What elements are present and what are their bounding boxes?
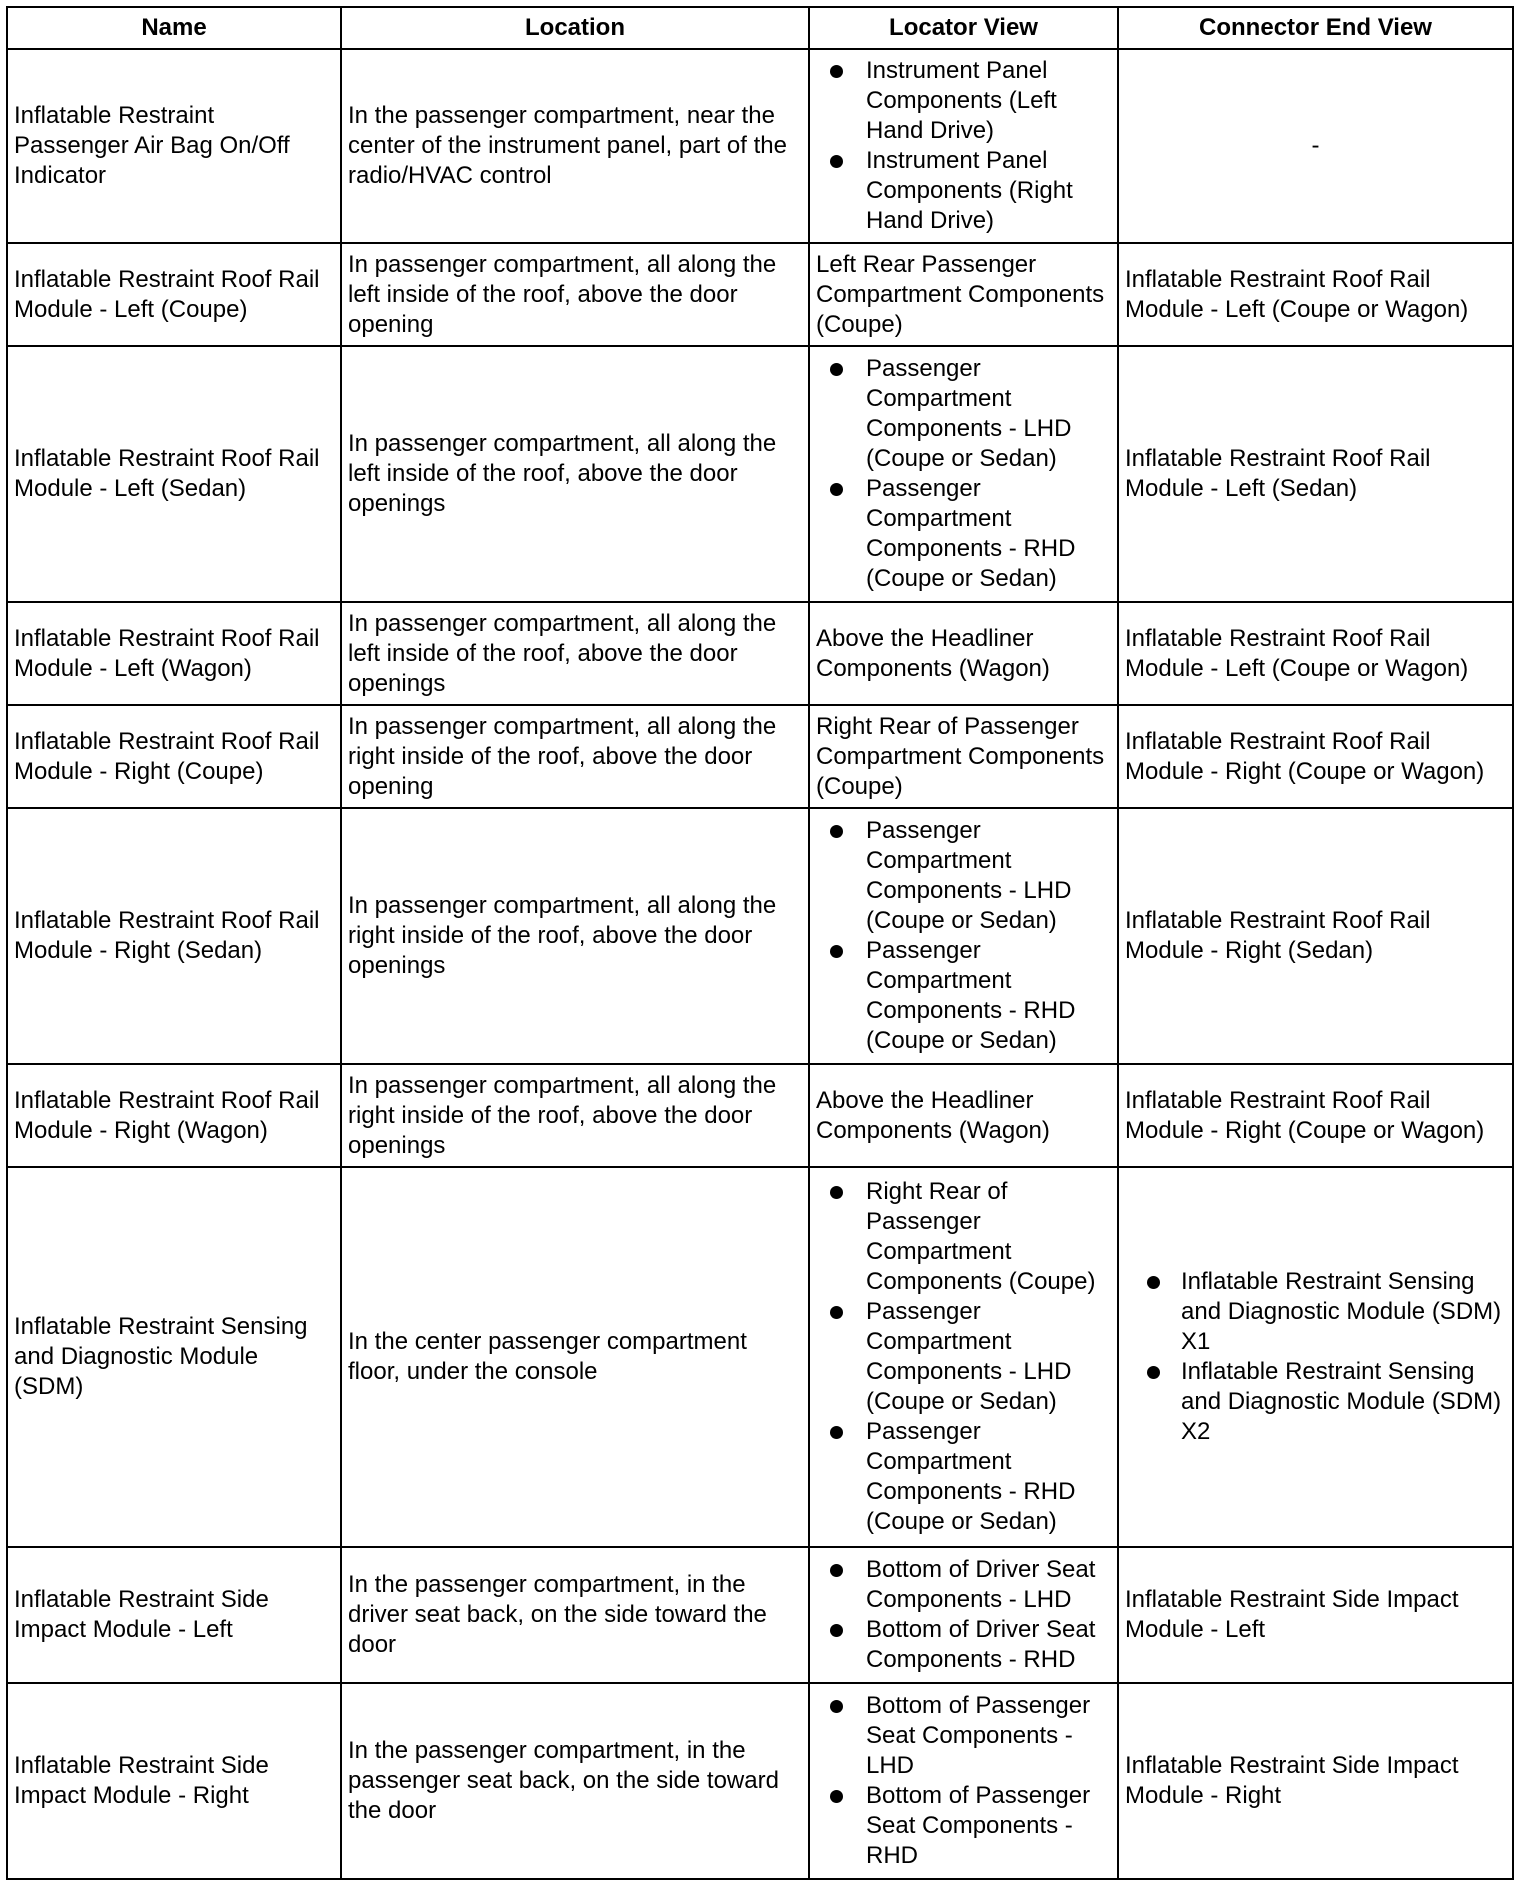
connector-end-view-link[interactable]: Inflatable Restraint Sensing and Diagnostic Module (SDM) X1: [1181, 1267, 1506, 1357]
header-row: [7, 7, 1513, 49]
location-cell: In passenger compartment, all along the right inside of the roof, above the door opening: [341, 705, 809, 808]
table-row: [7, 1547, 1513, 1683]
locator-view-cell: [809, 49, 1118, 243]
connector-end-view-link[interactable]: Inflatable Restraint Roof Rail Module - Right (Coupe or Wagon): [1118, 705, 1513, 808]
table-row: [7, 705, 1513, 808]
name-cell: Inflatable Restraint Roof Rail Module - Left (Sedan): [7, 346, 341, 602]
connector-end-view-link[interactable]: Inflatable Restraint Side Impact Module - Right: [1118, 1683, 1513, 1879]
table-row: [7, 1064, 1513, 1167]
name-cell: Inflatable Restraint Side Impact Module - Left: [7, 1547, 341, 1683]
name-cell: Inflatable Restraint Roof Rail Module - Right (Coupe): [7, 705, 341, 808]
header-name: Name: [7, 7, 341, 49]
locator-view-link[interactable]: Passenger Compartment Components - LHD (Coupe or Sedan): [866, 354, 1111, 474]
table-row: [7, 49, 1513, 243]
name-cell: Inflatable Restraint Roof Rail Module - Left (Coupe): [7, 243, 341, 346]
locator-view-link[interactable]: Passenger Compartment Components - LHD (Coupe or Sedan): [866, 816, 1111, 936]
connector-end-view-link[interactable]: Inflatable Restraint Roof Rail Module - Left (Coupe or Wagon): [1118, 602, 1513, 705]
name-cell: Inflatable Restraint Roof Rail Module - Right (Sedan): [7, 808, 341, 1064]
name-cell: Inflatable Restraint Sensing and Diagnostic Module (SDM): [7, 1167, 341, 1547]
locator-view-link[interactable]: Above the Headliner Components (Wagon): [809, 1064, 1118, 1167]
connector-end-view-link[interactable]: Inflatable Restraint Roof Rail Module - Right (Coupe or Wagon): [1118, 1064, 1513, 1167]
locator-view-link[interactable]: Passenger Compartment Components - LHD (Coupe or Sedan): [866, 1297, 1111, 1417]
table-row: [7, 1167, 1513, 1547]
locator-view-link[interactable]: Above the Headliner Components (Wagon): [809, 602, 1118, 705]
header-locator-view: Locator View: [809, 7, 1118, 49]
location-cell: In passenger compartment, all along the right inside of the roof, above the door openings: [341, 1064, 809, 1167]
locator-view-link[interactable]: Bottom of Driver Seat Components - RHD: [866, 1615, 1111, 1675]
locator-view-link[interactable]: Left Rear Passenger Compartment Components (Coupe): [809, 243, 1118, 346]
connector-end-view-link[interactable]: Inflatable Restraint Roof Rail Module - Right (Sedan): [1118, 808, 1513, 1064]
location-cell: In the passenger compartment, in the driver seat back, on the side toward the door: [341, 1547, 809, 1683]
table-row: [7, 1683, 1513, 1879]
locator-view-link[interactable]: Passenger Compartment Components - RHD (Coupe or Sedan): [866, 1417, 1111, 1537]
component-locator-table: [6, 6, 1514, 1880]
name-cell: Inflatable Restraint Side Impact Module - Right: [7, 1683, 341, 1879]
locator-view-cell: [809, 346, 1118, 602]
component-table-wrapper: [6, 6, 1514, 1880]
name-cell: Inflatable Restraint Roof Rail Module - Right (Wagon): [7, 1064, 341, 1167]
table-row: [7, 808, 1513, 1064]
locator-view-link[interactable]: Instrument Panel Components (Left Hand Drive): [866, 56, 1111, 146]
name-cell: Inflatable Restraint Roof Rail Module - Left (Wagon): [7, 602, 341, 705]
table-row: [7, 346, 1513, 602]
connector-end-view-link[interactable]: Inflatable Restraint Roof Rail Module - Left (Coupe or Wagon): [1118, 243, 1513, 346]
location-cell: In passenger compartment, all along the right inside of the roof, above the door openings: [341, 808, 809, 1064]
location-cell: In passenger compartment, all along the left inside of the roof, above the door openings: [341, 602, 809, 705]
connector-end-view-cell: [1118, 1167, 1513, 1547]
location-cell: In the passenger compartment, near the center of the instrument panel, part of the radio/HVAC control: [341, 49, 809, 243]
locator-view-link[interactable]: Passenger Compartment Components - RHD (Coupe or Sedan): [866, 936, 1111, 1056]
locator-view-link[interactable]: Bottom of Passenger Seat Components - RHD: [866, 1781, 1111, 1871]
table-row: [7, 602, 1513, 705]
locator-view-link[interactable]: Right Rear of Passenger Compartment Components (Coupe): [809, 705, 1118, 808]
header-connector-end-view: Connector End View: [1118, 7, 1513, 49]
connector-end-view-cell: -: [1118, 49, 1513, 243]
location-cell: In the passenger compartment, in the passenger seat back, on the side toward the door: [341, 1683, 809, 1879]
header-location: Location: [341, 7, 809, 49]
connector-end-view-link[interactable]: Inflatable Restraint Sensing and Diagnostic Module (SDM) X2: [1181, 1357, 1506, 1447]
locator-view-link[interactable]: Bottom of Passenger Seat Components - LHD: [866, 1691, 1111, 1781]
locator-view-cell: [809, 1683, 1118, 1879]
locator-view-cell: [809, 1547, 1118, 1683]
connector-end-view-link[interactable]: Inflatable Restraint Side Impact Module - Left: [1118, 1547, 1513, 1683]
locator-view-link[interactable]: Instrument Panel Components (Right Hand Drive): [866, 146, 1111, 236]
connector-end-view-link[interactable]: Inflatable Restraint Roof Rail Module - Left (Sedan): [1118, 346, 1513, 602]
table-row: [7, 243, 1513, 346]
location-cell: In passenger compartment, all along the left inside of the roof, above the door opening: [341, 243, 809, 346]
location-cell: In the center passenger compartment floor, under the console: [341, 1167, 809, 1547]
location-cell: In passenger compartment, all along the left inside of the roof, above the door openings: [341, 346, 809, 602]
locator-view-cell: [809, 1167, 1118, 1547]
locator-view-link[interactable]: Right Rear of Passenger Compartment Components (Coupe): [866, 1177, 1111, 1297]
locator-view-link[interactable]: Passenger Compartment Components - RHD (Coupe or Sedan): [866, 474, 1111, 594]
locator-view-link[interactable]: Bottom of Driver Seat Components - LHD: [866, 1555, 1111, 1615]
locator-view-cell: [809, 808, 1118, 1064]
name-cell: Inflatable Restraint Passenger Air Bag On/Off Indicator: [7, 49, 341, 243]
